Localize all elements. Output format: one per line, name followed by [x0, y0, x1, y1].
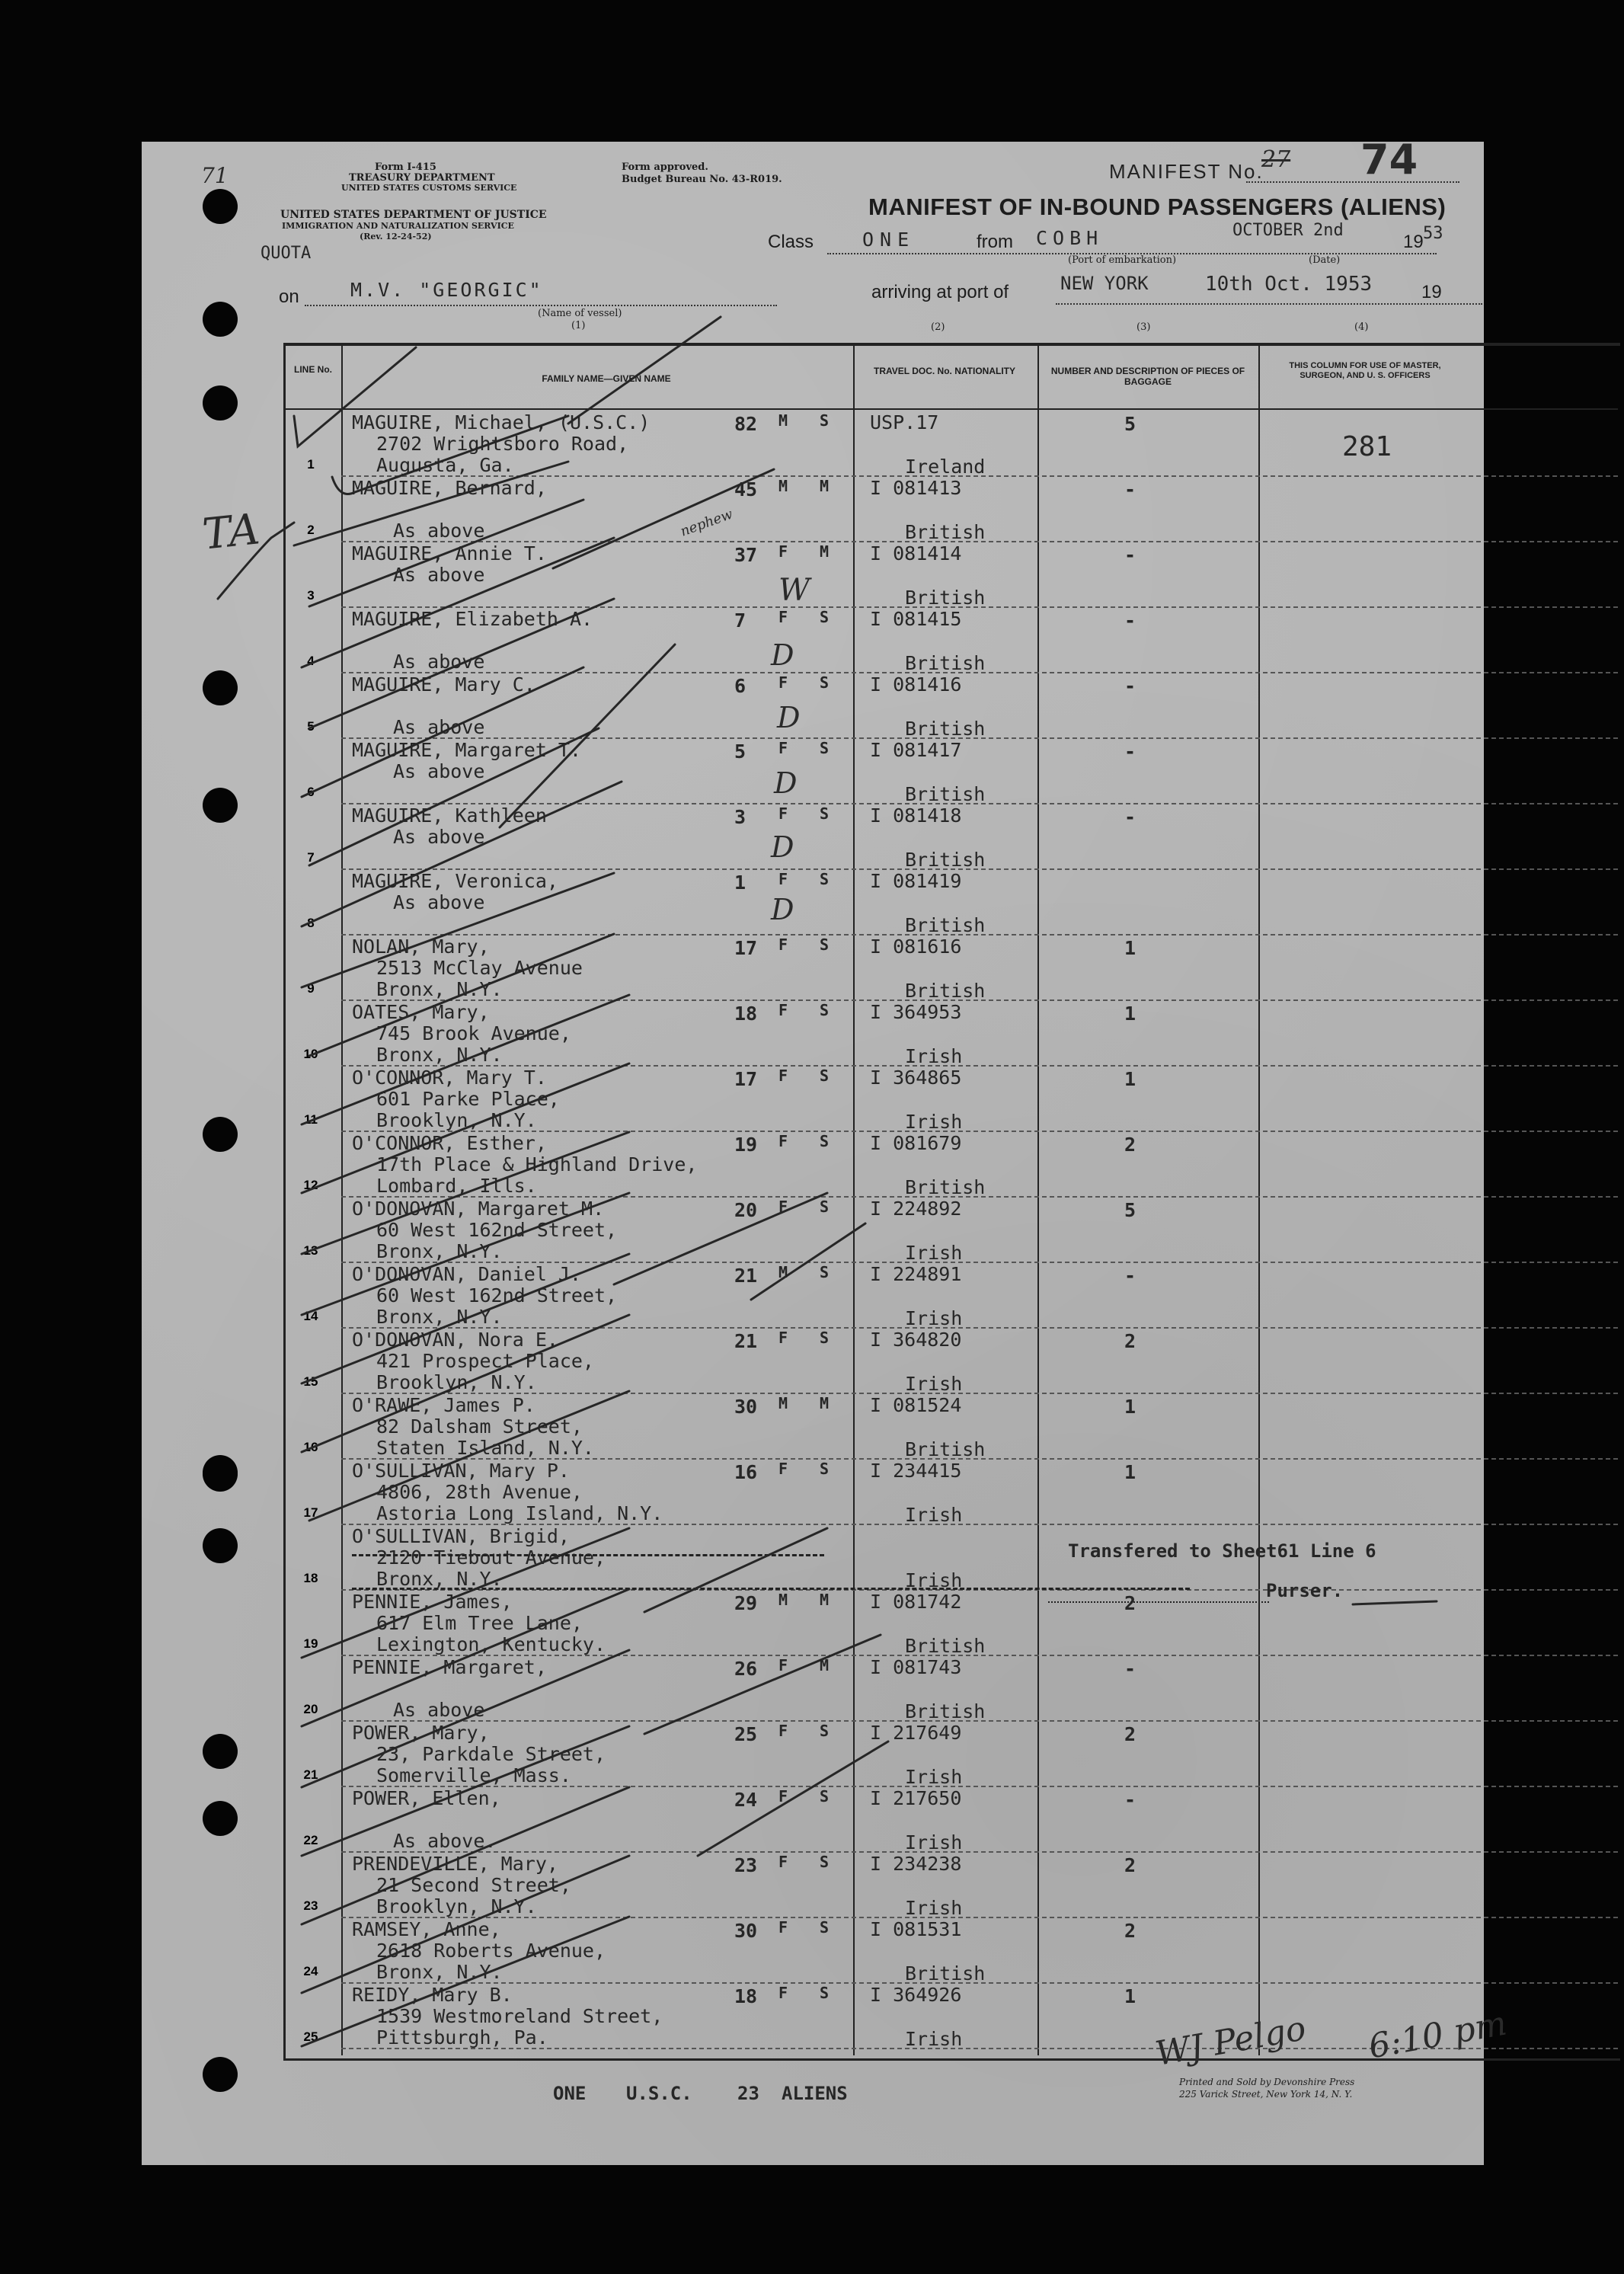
passenger-address-1: 421 Prospect Place, [376, 1350, 594, 1372]
header-name: FAMILY NAME—GIVEN NAME [542, 373, 671, 384]
passenger-address-1: 60 West 162nd Street, [376, 1284, 618, 1307]
travel-doc-number: I 081417 [870, 739, 962, 761]
passenger-age: 6 [734, 675, 746, 697]
passenger-sex: F [778, 1329, 788, 1347]
passenger-sex: M [778, 411, 788, 430]
passenger-name: MAGUIRE, Kathleen [352, 804, 547, 827]
passenger-name: MAGUIRE, Mary C. [352, 673, 535, 696]
passenger-sex: F [778, 542, 788, 561]
officer-note: 281 [1342, 431, 1392, 462]
passenger-address-2: Bronx, N.Y. [376, 1240, 503, 1262]
nationality: British [905, 1700, 986, 1722]
passenger-marital-status: S [820, 804, 830, 823]
passenger-address-2: Bronx, N.Y. [376, 978, 503, 1000]
passenger-sex: F [778, 1918, 788, 1937]
nationality: British [905, 652, 986, 674]
passenger-address-2: Pittsburgh, Pa. [376, 2026, 548, 2049]
line-number: 1 [307, 457, 315, 472]
passenger-marital-status: S [820, 870, 830, 888]
line-number: 19 [303, 1636, 318, 1651]
passenger-sex: F [778, 1787, 788, 1805]
passenger-marital-status: M [820, 1656, 830, 1674]
passenger-address-1: 2120 Tiebout Avenue, [376, 1546, 606, 1569]
passenger-marital-status: M [820, 477, 830, 495]
passenger-sex: F [778, 1853, 788, 1871]
department-of-justice: UNITED STATES DEPARTMENT OF JUSTICE [280, 209, 547, 221]
budget-bureau: Budget Bureau No. 43-R019. [622, 174, 782, 185]
nationality: British [905, 587, 986, 609]
travel-doc-number: I 081742 [870, 1591, 962, 1613]
passenger-name: O'SULLIVAN, Mary P. [352, 1460, 570, 1482]
passenger-name: POWER, Ellen, [352, 1787, 501, 1809]
line-number: 14 [303, 1309, 318, 1323]
embarkation-date: OCTOBER 2nd [1232, 221, 1344, 240]
passenger-sex: M [778, 477, 788, 495]
passenger-age: 30 [734, 1396, 758, 1418]
line-number: 15 [303, 1374, 318, 1389]
travel-doc-number: I 224891 [870, 1263, 962, 1285]
passenger-name: O'DONOVAN, Daniel J. [352, 1263, 582, 1285]
passenger-address-1: 82 Dalsham Street, [376, 1415, 583, 1438]
baggage-count: - [1124, 1658, 1136, 1680]
baggage-count: 1 [1124, 1461, 1136, 1483]
passenger-name: RAMSEY, Anne, [352, 1918, 501, 1940]
passenger-marital-status: S [820, 673, 830, 692]
passenger-name: MAGUIRE, Annie T. [352, 542, 547, 565]
passenger-age: 5 [734, 740, 746, 763]
manifest-page [142, 136, 1510, 2165]
line-number: 11 [304, 1112, 318, 1127]
passenger-marital-status: S [820, 411, 830, 430]
line-number: 21 [303, 1767, 318, 1782]
passenger-marital-status: M [820, 542, 830, 561]
passenger-age: 7 [734, 609, 746, 632]
passenger-name: O'DONOVAN, Nora E. [352, 1329, 558, 1351]
passenger-address-1: 2513 McClay Avenue [376, 957, 583, 979]
line-number: 7 [307, 850, 315, 865]
passenger-name: MAGUIRE, Bernard, [352, 477, 547, 499]
passenger-sex: F [778, 1656, 788, 1674]
corner-mark: 71 [201, 163, 229, 188]
nationality: British [905, 521, 986, 543]
baggage-count: - [1124, 544, 1136, 566]
passenger-sex: F [778, 804, 788, 823]
vessel-name: M.V. "GEORGIC" [350, 279, 543, 301]
nationality: Irish [905, 1504, 963, 1526]
nationality: British [905, 1962, 986, 1985]
passenger-marital-status: S [820, 1067, 830, 1085]
passenger-address-2: Staten Island, N.Y. [376, 1437, 594, 1459]
passenger-name: MAGUIRE, Veronica, [352, 870, 558, 892]
travel-doc-number: I 081414 [870, 542, 962, 565]
col-num-1: (1) [571, 320, 586, 331]
baggage-count: 2 [1124, 1592, 1136, 1614]
nationality: British [905, 783, 986, 805]
passenger-marital-status: S [820, 1198, 830, 1216]
passenger-marital-status: S [820, 1918, 830, 1937]
passenger-address-1: 21 Second Street, [376, 1874, 571, 1896]
passenger-marital-status: S [820, 1132, 830, 1150]
line-number: 10 [303, 1047, 318, 1061]
nationality: British [905, 1176, 986, 1198]
manifest-label: MANIFEST No. [1109, 160, 1264, 183]
passenger-marital-status: S [820, 608, 830, 626]
passenger-age: 3 [734, 806, 746, 828]
col-num-3: (3) [1136, 321, 1151, 333]
passenger-address-2: Lexington, Kentucky. [376, 1633, 606, 1655]
passenger-address-1: 617 Elm Tree Lane, [376, 1612, 583, 1634]
passenger-sex: F [778, 1722, 788, 1740]
baggage-count: 5 [1124, 413, 1136, 435]
arriving-date: 10th Oct. 1953 [1205, 273, 1373, 296]
travel-doc-number: I 364865 [870, 1067, 962, 1089]
passenger-address-1: 23, Parkdale Street, [376, 1743, 606, 1765]
passenger-age: 20 [734, 1199, 758, 1221]
passenger-sex: F [778, 739, 788, 757]
header-officers: THIS COLUMN FOR USE OF MASTER, SURGEON, AND U. S. OFFICERS [1289, 361, 1441, 380]
printer-line-2: 225 Varick Street, New York 14, N. Y. [1179, 2089, 1353, 2100]
passenger-address-2: Bronx, N.Y. [376, 1306, 503, 1328]
passenger-age: 19 [734, 1134, 758, 1156]
nationality: Irish [905, 1373, 963, 1395]
passenger-age: 17 [734, 937, 758, 959]
passenger-name: OATES, Mary, [352, 1001, 490, 1023]
passenger-address-1: 60 West 162nd Street, [376, 1219, 618, 1241]
baggage-count: 2 [1124, 1330, 1136, 1352]
arriving-port: NEW YORK [1060, 273, 1149, 294]
passenger-sex: F [778, 1132, 788, 1150]
handwritten-time: 6:10 pm [1365, 2004, 1510, 2067]
passenger-age: 26 [734, 1658, 758, 1680]
passenger-sex: F [778, 1460, 788, 1478]
passenger-name: O'CONNOR, Esther, [352, 1132, 547, 1154]
passenger-age: 21 [734, 1330, 758, 1352]
handwritten-d: D [774, 766, 798, 800]
baggage-count: - [1124, 478, 1136, 501]
passenger-address-1: 1539 Westmoreland Street, [376, 2005, 663, 2027]
passenger-name: O'DONOVAN, Margaret M. [352, 1198, 605, 1220]
passenger-name: POWER, Mary, [352, 1722, 490, 1744]
passenger-age: 17 [734, 1068, 758, 1090]
line-number: 17 [303, 1505, 318, 1520]
passenger-name: PENNIE, James, [352, 1591, 513, 1613]
passenger-age: 37 [734, 544, 758, 566]
form-approved: Form approved. [622, 162, 708, 173]
nationality: British [905, 718, 986, 740]
passenger-address-2: Bronx, N.Y. [376, 1961, 503, 1983]
port-embarkation-caption: (Port of embarkation) [1068, 254, 1177, 266]
travel-doc-number: I 224892 [870, 1198, 962, 1220]
passenger-sex: F [778, 673, 788, 692]
passenger-age: 23 [734, 1854, 758, 1876]
arriving-year-label: 19 [1421, 282, 1442, 302]
from-label: from [977, 232, 1013, 252]
passenger-sex: F [778, 1067, 788, 1085]
baggage-count: - [1124, 609, 1136, 632]
passenger-name: MAGUIRE, Margaret T. [352, 739, 582, 761]
travel-doc-number: I 081743 [870, 1656, 962, 1678]
passenger-age: 29 [734, 1592, 758, 1614]
passenger-age: 18 [734, 1985, 758, 2007]
passenger-sex: F [778, 1198, 788, 1216]
passenger-marital-status: M [820, 1394, 830, 1412]
passenger-sex: F [778, 936, 788, 954]
passenger-address-1: As above [393, 891, 485, 913]
nationality: Irish [905, 1831, 963, 1853]
nationality: British [905, 1438, 986, 1460]
nationality: Irish [905, 1307, 963, 1329]
passenger-address-2: As above. [393, 1830, 497, 1852]
manifest-number: 74 [1360, 136, 1418, 184]
passenger-age: 25 [734, 1723, 758, 1745]
passenger-marital-status: M [820, 1591, 830, 1609]
passenger-age: 30 [734, 1920, 758, 1942]
nationality: Irish [905, 1766, 963, 1788]
baggage-count: 1 [1124, 1003, 1136, 1025]
baggage-count: - [1124, 1789, 1136, 1811]
passenger-name: O'RAWE, James P. [352, 1394, 535, 1416]
passenger-marital-status: S [820, 1984, 830, 2002]
header-travel-doc: TRAVEL DOC. No. NATIONALITY [874, 366, 1015, 376]
passenger-marital-status: S [820, 1001, 830, 1019]
nationality: Irish [905, 1569, 963, 1591]
travel-doc-number: I 081679 [870, 1132, 962, 1154]
passenger-sex: F [778, 870, 788, 888]
line-number: 23 [303, 1898, 318, 1913]
baggage-count: 2 [1124, 1920, 1136, 1942]
line-number: 16 [303, 1440, 318, 1454]
baggage-count: 1 [1124, 937, 1136, 959]
manifest-struck-number: 27 [1261, 146, 1291, 173]
passenger-name: MAGUIRE, Michael, (U.S.C.) [352, 411, 651, 433]
nationality: Irish [905, 1242, 963, 1264]
travel-doc-number: USP.17 [870, 411, 939, 433]
baggage-count: 1 [1124, 1068, 1136, 1090]
passenger-marital-status: S [820, 1787, 830, 1805]
pen-marks [142, 142, 1484, 2165]
passenger-sex: M [778, 1591, 788, 1609]
passenger-address-1: 2702 Wrightsboro Road, [376, 433, 629, 455]
baggage-count: - [1124, 1265, 1136, 1287]
passenger-address-1: 4806, 28th Avenue, [376, 1481, 583, 1503]
line-number: 12 [303, 1178, 318, 1192]
from-value: COBH [1036, 227, 1104, 249]
travel-doc-number: I 081531 [870, 1918, 962, 1940]
year-value: 53 [1423, 224, 1443, 243]
travel-doc-number: I 217649 [870, 1722, 962, 1744]
travel-doc-number: I 081415 [870, 608, 962, 630]
printer-line-1: Printed and Sold by Devonshire Press [1179, 2077, 1355, 2087]
passenger-address-2: As above [393, 651, 485, 673]
line-number: 18 [303, 1571, 318, 1585]
passenger-age: 16 [734, 1461, 758, 1483]
handwritten-d: D [771, 893, 794, 926]
header-line-no: LINE No. [294, 364, 332, 375]
passenger-age: 1 [734, 872, 746, 894]
passenger-address-2: Bronx, N.Y. [376, 1044, 503, 1066]
passenger-marital-status: S [820, 1460, 830, 1478]
nationality: Irish [905, 1897, 963, 1919]
passenger-sex: F [778, 1984, 788, 2002]
customs-service: UNITED STATES CUSTOMS SERVICE [341, 183, 517, 193]
handwritten-ta: TA [200, 504, 262, 560]
baggage-count: - [1124, 806, 1136, 828]
passenger-address-2: Bronx, N.Y. [376, 1568, 503, 1590]
form-number: Form I-415 [375, 162, 436, 173]
passenger-address-2: Astoria Long Island, N.Y. [376, 1502, 663, 1524]
passenger-marital-status: S [820, 1722, 830, 1740]
line-number: 8 [307, 916, 315, 930]
travel-doc-number: I 364926 [870, 1984, 962, 2006]
passenger-age: 18 [734, 1003, 758, 1025]
passenger-name: PRENDEVILLE, Mary, [352, 1853, 558, 1875]
passenger-name: O'SULLIVAN, Brigid, [352, 1525, 570, 1547]
line-number: 9 [307, 981, 315, 996]
transfer-note: Transfered to Sheet61 Line 6 [1068, 1540, 1376, 1562]
passenger-address-1: 601 Parke Place, [376, 1088, 560, 1110]
passenger-name: REIDY, Mary B. [352, 1984, 513, 2006]
passenger-name: PENNIE, Margaret, [352, 1656, 547, 1678]
treasury-department: TREASURY DEPARTMENT [349, 172, 495, 184]
passenger-marital-status: S [820, 1263, 830, 1281]
baggage-count: 2 [1124, 1723, 1136, 1745]
travel-doc-number: I 234238 [870, 1853, 962, 1875]
summary-count: 23 [737, 2083, 759, 2104]
passenger-address-1: 745 Brook Avenue, [376, 1022, 571, 1044]
passenger-name: NOLAN, Mary, [352, 936, 490, 958]
travel-doc-number: I 081416 [870, 673, 962, 696]
class-label: Class [768, 232, 814, 252]
passenger-address-1: 17th Place & Highland Drive, [376, 1153, 698, 1175]
passenger-name: MAGUIRE, Elizabeth A. [352, 608, 593, 630]
passenger-age: 24 [734, 1789, 758, 1811]
line-number: 25 [303, 2029, 318, 2044]
nationality: Ireland [905, 456, 986, 478]
line-number: 24 [303, 1964, 318, 1978]
passenger-marital-status: S [820, 1329, 830, 1347]
quota-label: QUOTA [261, 244, 312, 263]
travel-doc-number: I 081419 [870, 870, 962, 892]
summary-aliens: ALIENS [782, 2083, 848, 2104]
baggage-count: 2 [1124, 1134, 1136, 1156]
travel-doc-number: I 364820 [870, 1329, 962, 1351]
passenger-address-2: Somerville, Mass. [376, 1764, 571, 1786]
nationality: Irish [905, 1045, 963, 1067]
baggage-count: 1 [1124, 1985, 1136, 2007]
passenger-name: O'CONNOR, Mary T. [352, 1067, 547, 1089]
date-caption: (Date) [1309, 254, 1341, 266]
handwritten-nephew: nephew [678, 506, 735, 540]
handwritten-signature: WJ Pelgo [1152, 2009, 1309, 2074]
col-num-2: (2) [931, 321, 945, 333]
line-number: 20 [303, 1702, 318, 1716]
nationality: British [905, 849, 986, 871]
summary-one: ONE [553, 2083, 587, 2104]
line-number: 6 [307, 785, 315, 799]
passenger-marital-status: S [820, 1853, 830, 1871]
baggage-count: - [1124, 675, 1136, 697]
line-number: 2 [307, 523, 315, 537]
passenger-age: 21 [734, 1265, 758, 1287]
nationality: British [905, 914, 986, 936]
line-number: 3 [307, 588, 315, 603]
manifest-title: MANIFEST OF IN-BOUND PASSENGERS (ALIENS) [868, 193, 1447, 220]
nationality: Irish [905, 1111, 963, 1133]
passenger-age: 45 [734, 478, 758, 501]
travel-doc-number: I 081418 [870, 804, 962, 827]
travel-doc-number: I 234415 [870, 1460, 962, 1482]
baggage-count: - [1124, 740, 1136, 763]
passenger-address-2: Lombard, Ills. [376, 1175, 537, 1197]
handwritten-d: D [771, 638, 794, 672]
line-number: 4 [307, 654, 315, 668]
baggage-count: 2 [1124, 1854, 1136, 1876]
passenger-address-2: As above [393, 1699, 485, 1721]
baggage-count: 5 [1124, 1199, 1136, 1221]
passenger-address-2: Brooklyn, N.Y. [376, 1371, 537, 1393]
nationality: British [905, 1635, 986, 1657]
passenger-marital-status: S [820, 739, 830, 757]
baggage-count: 1 [1124, 1396, 1136, 1418]
passenger-sex: F [778, 1001, 788, 1019]
arriving-label: arriving at port of [871, 282, 1009, 302]
on-label: on [279, 286, 299, 307]
nationality: Irish [905, 2028, 963, 2050]
passenger-sex: F [778, 608, 788, 626]
line-number: 13 [303, 1243, 318, 1258]
travel-doc-number: I 081413 [870, 477, 962, 499]
line-number: 5 [307, 719, 315, 734]
immigration-service: IMMIGRATION AND NATURALIZATION SERVICE [282, 221, 514, 231]
passenger-address-1: 2618 Roberts Avenue, [376, 1940, 606, 1962]
passenger-address-1: As above [393, 564, 485, 586]
travel-doc-number: I 217650 [870, 1787, 962, 1809]
vessel-caption: (Name of vessel) [538, 308, 622, 319]
passenger-address-1: As above [393, 760, 485, 782]
passenger-address-2: As above [393, 716, 485, 738]
col-num-4: (4) [1354, 321, 1369, 333]
travel-doc-number: I 081524 [870, 1394, 962, 1416]
summary-usc: U.S.C. [626, 2083, 692, 2104]
passenger-address-2: Brooklyn, N.Y. [376, 1895, 537, 1917]
handwritten-w: W [778, 573, 810, 608]
class-value: ONE [862, 229, 916, 251]
passenger-sex: M [778, 1394, 788, 1412]
revision-date: (Rev. 12-24-52) [360, 232, 432, 241]
passenger-address-1: As above [393, 826, 485, 848]
year-label: 19 [1403, 232, 1424, 252]
travel-doc-number: I 081616 [870, 936, 962, 958]
passenger-address-2: Brooklyn, N.Y. [376, 1109, 537, 1131]
passenger-address-2: Augusta, Ga. [376, 454, 514, 476]
passenger-age: 82 [734, 413, 758, 435]
travel-doc-number: I 364953 [870, 1001, 962, 1023]
transfer-purser: Purser. [1266, 1580, 1344, 1601]
passenger-marital-status: S [820, 936, 830, 954]
nationality: British [905, 980, 986, 1002]
handwritten-d: D [777, 701, 801, 734]
passenger-address-2: As above [393, 520, 485, 542]
header-baggage: NUMBER AND DESCRIPTION OF PIECES OF BAGGAGE [1050, 366, 1245, 387]
line-number: 22 [303, 1833, 318, 1847]
handwritten-d: D [771, 830, 794, 864]
passenger-sex: M [778, 1263, 788, 1281]
